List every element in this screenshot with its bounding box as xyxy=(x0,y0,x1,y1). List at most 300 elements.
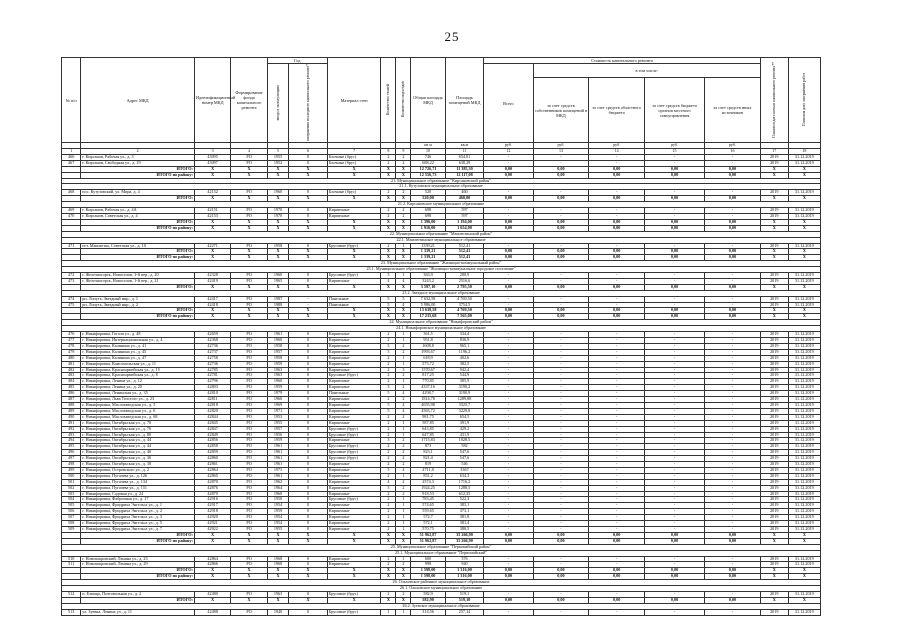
table-cell: 2019 xyxy=(760,591,788,597)
table-cell: Панельные xyxy=(327,296,381,302)
table-cell: - xyxy=(589,373,645,379)
table-cell: 0,00 xyxy=(484,314,533,320)
table-cell: 31.12.2019 xyxy=(788,332,820,338)
table-cell: 0,00 xyxy=(484,308,533,314)
table-cell: X xyxy=(760,532,788,538)
table-cell: X xyxy=(788,172,820,178)
table-cell: - xyxy=(589,420,645,426)
table-cell: 0,00 xyxy=(705,532,761,538)
col-header-walls: Материал стен xyxy=(327,58,381,143)
table-cell: 42861 xyxy=(194,462,230,468)
table-cell: X xyxy=(231,568,267,574)
table-cell: - xyxy=(589,485,645,491)
table-cell: 2 xyxy=(381,379,396,385)
table-cell: РО xyxy=(231,273,267,279)
table-cell: 1 xyxy=(396,473,411,479)
table-cell: - xyxy=(484,485,533,491)
table-cell: - xyxy=(645,338,705,344)
table-cell: Кирпичные xyxy=(327,462,381,468)
table-cell: 0,00 xyxy=(589,166,645,172)
table-cell: г. Никифоровка, Островского ул., д. 2 xyxy=(81,467,195,473)
table-cell: 481 xyxy=(62,361,81,367)
table-cell: Кирпичные xyxy=(327,521,381,527)
table-cell: 1 654,00 xyxy=(445,225,484,231)
table-cell: Кирпичные xyxy=(327,213,381,219)
table-cell: - xyxy=(705,473,761,479)
table-cell: ИТОГО по району: xyxy=(81,255,195,261)
table-cell: 42418 xyxy=(194,302,230,308)
table-cell: 0,00 xyxy=(589,249,645,255)
table-cell: X xyxy=(267,166,288,172)
table-cell: - xyxy=(705,213,761,219)
table-cell: - xyxy=(705,349,761,355)
table-cell: 2 xyxy=(396,491,411,497)
table-cell: 496 xyxy=(62,450,81,456)
table-cell: 0,00 xyxy=(589,597,645,603)
table-cell: 482 xyxy=(62,367,81,373)
table-cell: 0,00 xyxy=(484,532,533,538)
column-number: 4 xyxy=(231,149,267,155)
table-cell: X xyxy=(267,225,288,231)
table-cell: г. Никифоровка, Пугачева ул., д. 126 xyxy=(81,473,195,479)
table-cell: - xyxy=(533,408,589,414)
section-heading: 23.2. Звездное муниципальное образование xyxy=(62,290,821,296)
table-cell: 520,00 xyxy=(411,196,445,202)
table-cell: 1955 xyxy=(267,527,288,533)
table-cell: 3190,2 xyxy=(445,385,484,391)
table-cell: 31.12.2019 xyxy=(788,515,820,521)
table-cell: 2 xyxy=(396,213,411,219)
table-cell: 1971 xyxy=(267,408,288,414)
table-cell: - xyxy=(589,397,645,403)
table-cell: X xyxy=(788,597,820,603)
table-cell: 1608,8 xyxy=(411,343,445,349)
table-cell: 31.12.2019 xyxy=(788,609,820,615)
table-cell: 0 xyxy=(289,338,328,344)
table-cell: - xyxy=(705,438,761,444)
table-cell: 2 xyxy=(381,213,396,219)
table-cell: 13 638,58 xyxy=(411,308,445,314)
table-cell: - xyxy=(645,414,705,420)
table-cell: - xyxy=(484,473,533,479)
table-cell: - xyxy=(533,491,589,497)
table-cell: 1959 xyxy=(267,438,288,444)
table-cell: Кирпичные xyxy=(327,397,381,403)
table-cell: ИТОГО: xyxy=(81,196,195,202)
table-cell: РО xyxy=(231,243,267,249)
table-cell: X xyxy=(396,219,411,225)
table-cell: X xyxy=(231,574,267,580)
table-cell: 0 xyxy=(289,491,328,497)
table-cell: - xyxy=(533,479,589,485)
table-cell: 431,9 xyxy=(445,432,484,438)
table-cell: Брусовые (брус) xyxy=(327,444,381,450)
table-cell: - xyxy=(533,397,589,403)
table-cell: 2019 xyxy=(760,402,788,408)
table-cell: X xyxy=(267,219,288,225)
table-cell: 2 xyxy=(381,491,396,497)
table-cell: 1 396,00 xyxy=(411,219,445,225)
col-header-floors-text: Количество этажей xyxy=(386,84,391,116)
table-cell: 42920 xyxy=(194,515,230,521)
table-cell: 4337,16 xyxy=(411,385,445,391)
table-cell: X xyxy=(760,172,788,178)
table-cell: 0 xyxy=(289,243,328,249)
table-cell: 42152 xyxy=(194,190,230,196)
table-cell: г. Никифоровка, Фридриха Энгельса ул., д. 5 xyxy=(81,521,195,527)
table-cell: г. Никифоровка, Маслозаводская ул., д. 6 xyxy=(81,408,195,414)
table-cell: 0 xyxy=(289,450,328,456)
table-cell: 0,00 xyxy=(705,196,761,202)
table-cell: - xyxy=(705,402,761,408)
table-cell: X xyxy=(396,538,411,544)
table-cell: 918,53 xyxy=(411,491,445,497)
table-cell: 2 xyxy=(381,562,396,568)
section-heading: 25.1. Муниципальное образование "Первомайский" xyxy=(62,550,821,556)
table-cell: X xyxy=(760,219,788,225)
table-cell: 42659 xyxy=(194,332,230,338)
table-cell: РО xyxy=(231,485,267,491)
table-cell: - xyxy=(484,391,533,397)
table-cell: 0 xyxy=(289,485,328,491)
table-cell: - xyxy=(705,379,761,385)
table-cell: 31.12.2019 xyxy=(788,296,820,302)
table-cell: 0,00 xyxy=(705,255,761,261)
table-cell: - xyxy=(705,160,761,166)
table-cell: X xyxy=(267,249,288,255)
table-cell: 4 769,50 xyxy=(445,296,484,302)
table-cell: - xyxy=(533,367,589,373)
table-cell: 42153 xyxy=(194,213,230,219)
table-cell: 42151 xyxy=(194,208,230,214)
table-cell: - xyxy=(484,467,533,473)
table-cell: 746 xyxy=(411,154,445,160)
table-cell: Кирпичные xyxy=(327,485,381,491)
table-cell: - xyxy=(705,467,761,473)
table-cell: - xyxy=(705,190,761,196)
table-cell: 475 xyxy=(62,302,81,308)
table-cell: 0,00 xyxy=(645,249,705,255)
table-cell: - xyxy=(705,462,761,468)
table-cell: 4 xyxy=(396,402,411,408)
table-cell: 472 xyxy=(62,273,81,279)
table-cell: - xyxy=(645,426,705,432)
table-cell: ИТОГО по району: xyxy=(81,314,195,320)
table-cell: 2 xyxy=(381,450,396,456)
table-cell: РО xyxy=(231,349,267,355)
table-cell: 0,00 xyxy=(645,568,705,574)
table-cell: РО xyxy=(231,343,267,349)
table-cell: X xyxy=(396,597,411,603)
table-cell: - xyxy=(705,562,761,568)
table-cell: 512,41 xyxy=(445,243,484,249)
table-cell: - xyxy=(484,426,533,432)
table-cell: 2019 xyxy=(760,515,788,521)
table-cell: - xyxy=(533,444,589,450)
table-cell: Кирпичные xyxy=(327,278,381,284)
table-cell: 1 xyxy=(396,556,411,562)
table-cell: 1 xyxy=(396,503,411,509)
repair-register-table xyxy=(61,57,821,616)
table-cell: 1955 xyxy=(267,420,288,426)
table-cell: - xyxy=(705,485,761,491)
table-cell: - xyxy=(484,509,533,515)
table-cell: - xyxy=(589,444,645,450)
table-cell: - xyxy=(589,355,645,361)
table-cell: 42860 xyxy=(194,456,230,462)
table-cell: - xyxy=(484,213,533,219)
table-cell: 520 xyxy=(411,190,445,196)
table-cell: 0,00 xyxy=(533,532,589,538)
table-cell: 570,75 xyxy=(411,527,445,533)
table-cell: 31.12.2019 xyxy=(788,213,820,219)
table-cell: 42480 xyxy=(194,591,230,597)
table-cell: - xyxy=(589,296,645,302)
table-cell: - xyxy=(705,414,761,420)
table-cell: - xyxy=(533,273,589,279)
table-cell: - xyxy=(589,467,645,473)
table-cell: 519,10 xyxy=(445,597,484,603)
table-cell: 35 266,90 xyxy=(445,532,484,538)
table-cell: 1715,83 xyxy=(411,438,445,444)
table-cell: РО xyxy=(231,332,267,338)
table-cell: Блочные (брус) xyxy=(327,160,381,166)
table-cell: 12 726,71 xyxy=(411,166,445,172)
table-cell: - xyxy=(533,343,589,349)
table-cell: 0,00 xyxy=(533,249,589,255)
table-cell: - xyxy=(533,426,589,432)
table-cell: РО xyxy=(231,444,267,450)
table-cell: 0 xyxy=(289,444,328,450)
table-cell: 42796 xyxy=(194,379,230,385)
table-cell: 334,4 xyxy=(445,332,484,338)
table-cell: - xyxy=(484,367,533,373)
section-heading: 22. Муниципальное образование "Мамлютинский район" xyxy=(62,231,821,237)
table-cell: 0,00 xyxy=(705,597,761,603)
table-cell: - xyxy=(589,462,645,468)
table-cell: 2019 xyxy=(760,349,788,355)
table-cell: X xyxy=(327,568,381,574)
table-cell: - xyxy=(705,373,761,379)
table-cell: 2019 xyxy=(760,367,788,373)
table-cell: 498 xyxy=(62,462,81,468)
table-cell: - xyxy=(589,343,645,349)
table-cell: 546 xyxy=(445,462,484,468)
table-cell: 2574,3 xyxy=(411,479,445,485)
table-cell: 587,85 xyxy=(411,420,445,426)
table-cell: X xyxy=(231,532,267,538)
table-cell: - xyxy=(645,479,705,485)
table-cell: 31.12.2019 xyxy=(788,491,820,497)
table-cell: - xyxy=(589,432,645,438)
table-cell: 0,00 xyxy=(484,574,533,580)
table-cell: РО xyxy=(231,355,267,361)
table-cell: X xyxy=(231,255,267,261)
table-cell: 486 xyxy=(62,391,81,397)
table-cell: ИТОГО по району: xyxy=(81,574,195,580)
table-cell: 391,9 xyxy=(445,420,484,426)
table-cell: рп. Лопуть, Звездный мкр., д. 2 xyxy=(81,302,195,308)
table-cell: X xyxy=(396,568,411,574)
table-cell: - xyxy=(705,391,761,397)
table-cell: 3229,8 xyxy=(445,408,484,414)
table-cell: 0,00 xyxy=(533,219,589,225)
table-cell: - xyxy=(705,479,761,485)
table-cell: ИТОГО: xyxy=(81,249,195,255)
table-cell: г. Никифоровка, Октябрьская ул., д. 38 xyxy=(81,462,195,468)
table-cell: - xyxy=(645,343,705,349)
table-cell: 17 235,68 xyxy=(411,314,445,320)
table-cell: 2 xyxy=(396,485,411,491)
table-cell: X xyxy=(327,284,381,290)
table-cell: 31.12.2019 xyxy=(788,497,820,503)
table-cell: 688,22 xyxy=(411,160,445,166)
table-cell: 817,25 xyxy=(411,373,445,379)
table-cell: 1979 xyxy=(267,391,288,397)
table-cell: 42844 xyxy=(194,414,230,420)
table-cell: ИТОГО по району: xyxy=(81,538,195,544)
table-cell: 0 xyxy=(289,456,328,462)
table-cell: - xyxy=(533,467,589,473)
table-cell: г. Никифоровка, Гоголя ул., д. 48 xyxy=(81,332,195,338)
table-cell: 0,00 xyxy=(705,568,761,574)
table-cell: 1 xyxy=(396,355,411,361)
table-cell: 2 xyxy=(381,373,396,379)
table-cell: 490 xyxy=(62,414,81,420)
col-header-address: Адрес МКД xyxy=(81,58,195,143)
table-cell: РО xyxy=(231,450,267,456)
table-cell: 572,1 xyxy=(411,521,445,527)
table-cell: 2019 xyxy=(760,243,788,249)
table-cell: 42865 xyxy=(194,473,230,479)
table-cell: 0,00 xyxy=(705,172,761,178)
table-cell: 495 xyxy=(62,444,81,450)
table-cell: 505 xyxy=(62,503,81,509)
table-cell: ул. Зуевка, Ленина ул., д. 11 xyxy=(81,609,195,615)
table-cell: 942,4 xyxy=(445,367,484,373)
table-cell: 1960 xyxy=(267,190,288,196)
table-cell: 1962 xyxy=(267,479,288,485)
table-cell: 2 xyxy=(381,243,396,249)
table-cell: - xyxy=(705,503,761,509)
table-cell: - xyxy=(533,373,589,379)
table-cell: 502 xyxy=(62,485,81,491)
table-cell: 31.12.2019 xyxy=(788,402,820,408)
table-cell: - xyxy=(533,503,589,509)
table-cell: 429,2 xyxy=(445,426,484,432)
table-cell: 5 986,00 xyxy=(411,302,445,308)
table-cell: X xyxy=(194,314,230,320)
table-cell: 31.12.2019 xyxy=(788,591,820,597)
table-cell: - xyxy=(589,491,645,497)
table-cell: X xyxy=(381,249,396,255)
table-cell: 0,00 xyxy=(705,538,761,544)
table-cell: 0 xyxy=(289,426,328,432)
table-cell: 31.12.2019 xyxy=(788,462,820,468)
table-cell: 0,00 xyxy=(589,574,645,580)
table-cell: 3 xyxy=(381,273,396,279)
table-cell: 0,00 xyxy=(645,255,705,261)
section-heading: 22.1. Мамлютинское муниципальное образование xyxy=(62,237,821,243)
table-cell: 0,00 xyxy=(705,308,761,314)
table-cell: 819 xyxy=(411,462,445,468)
table-cell: 42818 xyxy=(194,402,230,408)
table-cell: 2019 xyxy=(760,338,788,344)
table-cell: 35 266,90 xyxy=(445,538,484,544)
table-cell: 1961 xyxy=(267,462,288,468)
table-cell: - xyxy=(484,591,533,597)
table-cell: г. Железногорск, Новоселов, 1-й пер., д. 21 xyxy=(81,278,195,284)
table-cell: 547,6 xyxy=(445,456,484,462)
table-cell: ИТОГО: xyxy=(81,166,195,172)
table-cell: 2 xyxy=(381,154,396,160)
table-cell: 507 xyxy=(62,515,81,521)
table-cell: 0 xyxy=(289,591,328,597)
col-header-year-last-repair xyxy=(289,64,328,143)
table-cell: 1964 xyxy=(267,485,288,491)
table-cell: X xyxy=(289,568,328,574)
table-cell: г. Никифоровка, Комсомольская ул., д. 11 xyxy=(81,361,195,367)
table-cell: 1 xyxy=(396,426,411,432)
table-cell: 981,75 xyxy=(411,414,445,420)
table-cell: X xyxy=(396,166,411,172)
table-cell: - xyxy=(589,402,645,408)
col-header-id: Идентификационный номер МКД xyxy=(194,58,230,143)
table-cell: X xyxy=(194,166,230,172)
table-cell: - xyxy=(289,296,328,302)
table-cell: - xyxy=(645,467,705,473)
column-number: 17 xyxy=(760,149,788,155)
table-cell: 2 xyxy=(396,591,411,597)
table-cell: - xyxy=(589,273,645,279)
table-cell: - xyxy=(705,408,761,414)
table-cell: X xyxy=(788,219,820,225)
table-cell: 2 xyxy=(396,373,411,379)
table-cell: 474 xyxy=(62,296,81,302)
table-cell: 0,00 xyxy=(533,225,589,231)
table-cell: РО xyxy=(231,154,267,160)
table-cell: Кирпичные xyxy=(327,467,381,473)
table-cell: 547,6 xyxy=(445,450,484,456)
table-cell: 42918 xyxy=(194,509,230,515)
table-cell: 1716,2 xyxy=(445,479,484,485)
table-cell: X xyxy=(194,249,230,255)
capital-repair-table xyxy=(61,57,821,616)
table-cell: - xyxy=(705,609,761,615)
table-cell: 42736 xyxy=(194,361,230,367)
table-cell: Кирпичные xyxy=(327,491,381,497)
table-cell: - xyxy=(589,349,645,355)
table-cell: - xyxy=(645,154,705,160)
table-cell: - xyxy=(705,426,761,432)
table-cell: г. Никифоровка, Фридриха Энгельса ул., д. 3 xyxy=(81,515,195,521)
table-cell: 0 xyxy=(289,527,328,533)
table-cell: 2 xyxy=(396,160,411,166)
col-header-incl: в том числе: xyxy=(533,64,760,78)
table-cell: РО xyxy=(231,515,267,521)
table-cell: 511 xyxy=(62,562,81,568)
table-cell: 42922 xyxy=(194,527,230,533)
table-cell: - xyxy=(533,154,589,160)
col-header-year-commission-text: ввода в эксплуатацию xyxy=(276,84,280,121)
table-cell: Кирпичные xyxy=(327,208,381,214)
table-cell: 473 xyxy=(62,278,81,284)
table-cell: г. Никифоровка, Калинина ул., д. 41 xyxy=(81,343,195,349)
table-cell: 2 xyxy=(381,397,396,403)
table-cell: 31.12.2019 xyxy=(788,397,820,403)
table-cell: г. Никифоровка, Садовая ул., д. 24 xyxy=(81,491,195,497)
table-cell: 3754,5 xyxy=(445,302,484,308)
